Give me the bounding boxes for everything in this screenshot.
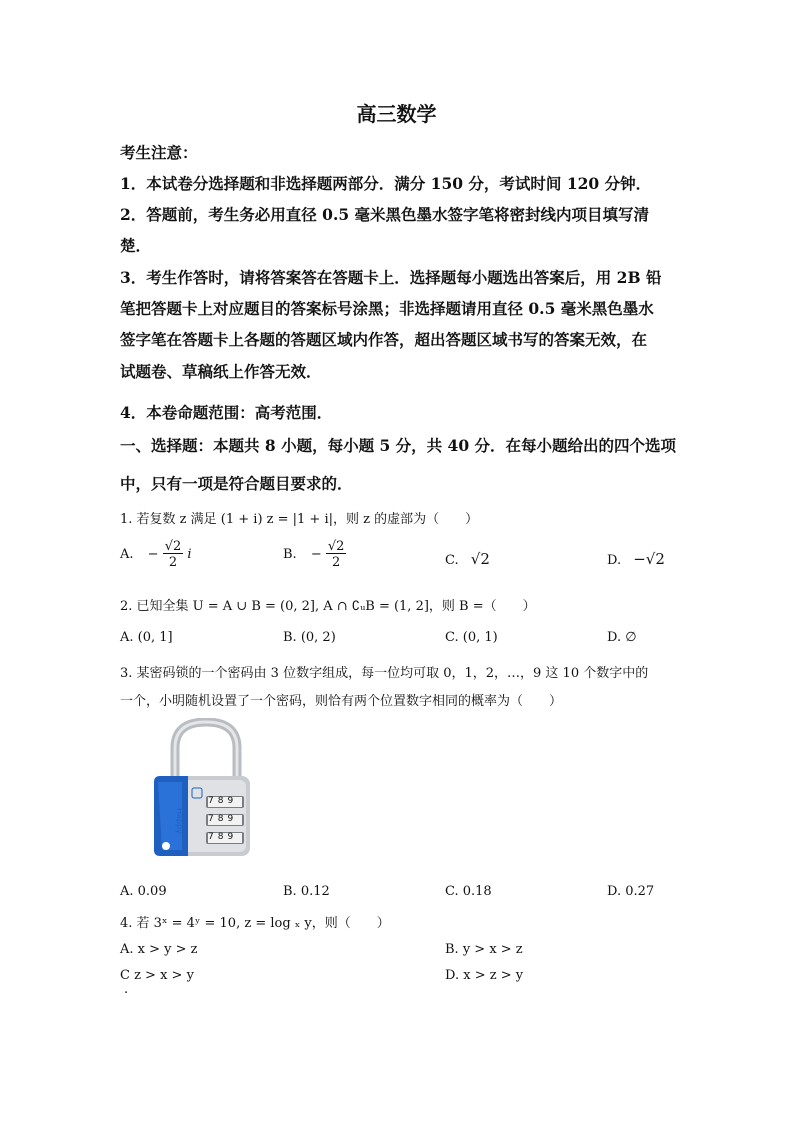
option-b-sign: − [310, 547, 322, 562]
question-1-text: 1. 若复数 z 满足 (1 + i) z = |1 + i|，则 z 的虚部为（ ） [120, 512, 479, 527]
page-title: 高三数学 [356, 102, 437, 126]
dial-digit: 7 [208, 796, 218, 806]
notice-item-1: 1．本试卷分选择题和非选择题两部分．满分 150 分，考试时间 120 分钟． [120, 174, 652, 193]
question-4-option-a: A. x > y > z [120, 942, 198, 957]
question-4-option-d: D. x > z > y [445, 968, 524, 983]
question-3-option-b: B. 0.12 [283, 884, 330, 899]
option-b-label: B. [283, 547, 297, 562]
dial-digit: 9 [227, 814, 238, 824]
option-b-numerator: √2 [327, 539, 345, 554]
stray-dot: . [124, 982, 129, 997]
question-2-option-b: B. (0, 2) [283, 630, 336, 645]
option-a-imag-unit: i [187, 547, 192, 562]
dial-digit: 8 [217, 832, 228, 842]
dial-digit: 7 [208, 832, 218, 842]
question-2-option-d: D. ∅ [607, 630, 637, 645]
notice-item-2: 2．答题前，考生务必用直径 0.5 毫米黑色墨水签字笔将密封线内项目填写清 [120, 205, 650, 224]
question-1-option-b [283, 540, 346, 569]
question-1-option-d [607, 550, 665, 568]
dial-row-1 [208, 796, 237, 806]
padlock-icon [148, 718, 288, 868]
option-a-label: A. [120, 547, 134, 562]
dial-row-2 [208, 814, 237, 824]
question-2-option-a: A. (0, 1] [120, 630, 173, 645]
option-a-denominator: 2 [168, 555, 178, 570]
question-3-option-a: A. 0.09 [120, 884, 167, 899]
option-c-label: C. [445, 553, 459, 568]
notice-heading: 考生注意： [120, 143, 198, 162]
question-2-text: 2. 已知全集 U = A ∪ B = (0, 2], A ∩ ∁ᵤB = (1, 2]，则 B =（ ） [120, 599, 536, 614]
question-4-text: 4. 若 3ˣ = 4ʸ = 10, z = log ₓ y，则（ ） [120, 916, 390, 931]
notice-item-3-cont-1: 笔把答题卡上对应题目的答案标号涂黑；非选择题请用直径 0.5 毫米黑色墨水 [120, 299, 654, 318]
option-b-denominator: 2 [332, 555, 341, 570]
question-3-option-c: C. 0.18 [445, 884, 492, 899]
option-d-label: D. [607, 553, 622, 568]
notice-item-2-cont: 楚． [120, 236, 152, 255]
option-d-value: −√2 [633, 550, 665, 568]
notice-item-3-cont-3: 试题卷、草稿纸上作答无效． [120, 362, 322, 381]
notice-item-4: 4．本卷命题范围：高考范围． [120, 403, 333, 422]
dial-digit: 8 [217, 814, 228, 824]
option-a-fraction [163, 540, 184, 569]
question-1-option-c [445, 550, 490, 568]
question-2-option-c: C. (0, 1) [445, 630, 498, 645]
dial-digit: 8 [217, 796, 228, 806]
option-a-sign: − [147, 547, 159, 562]
notice-item-3-cont-2: 签字笔在答题卡上各题的答题区域内作答，超出答题区域书写的答案无效，在 [120, 330, 648, 349]
question-3-text: 3. 某密码锁的一个密码由 3 位数字组成，每一位均可取 0，1，2，…，9 这 10 个数字中的 [120, 666, 649, 681]
question-4-option-c: C z > x > y [120, 968, 194, 983]
dial-digit: 9 [227, 832, 238, 842]
section1-heading-cont: 中，只有一项是符合题目要求的． [120, 474, 353, 493]
option-b-fraction [326, 540, 347, 569]
dial-row-3 [208, 832, 237, 842]
section1-heading: 一、选择题：本题共 8 小题，每小题 5 分，共 40 分．在每小题给出的四个选项 [120, 436, 677, 455]
padlock-image [148, 718, 288, 868]
question-1-option-a [120, 540, 192, 569]
option-c-value: √2 [470, 550, 490, 568]
question-4-option-b: B. y > x > z [445, 942, 523, 957]
option-a-numerator: √2 [164, 539, 182, 554]
question-3-text-cont: 一个，小明随机设置了一个密码，则恰有两个位置数字相同的概率为（ ） [120, 694, 563, 709]
dial-digit: 9 [227, 796, 238, 806]
dial-digit: 7 [208, 814, 218, 824]
question-3-option-d: D. 0.27 [607, 884, 655, 899]
notice-item-3: 3．考生作答时，请将答案答在答题卡上．选择题每小题选出答案后，用 2B 铅 [120, 268, 662, 287]
lock-brand-text: Happy [175, 808, 184, 834]
